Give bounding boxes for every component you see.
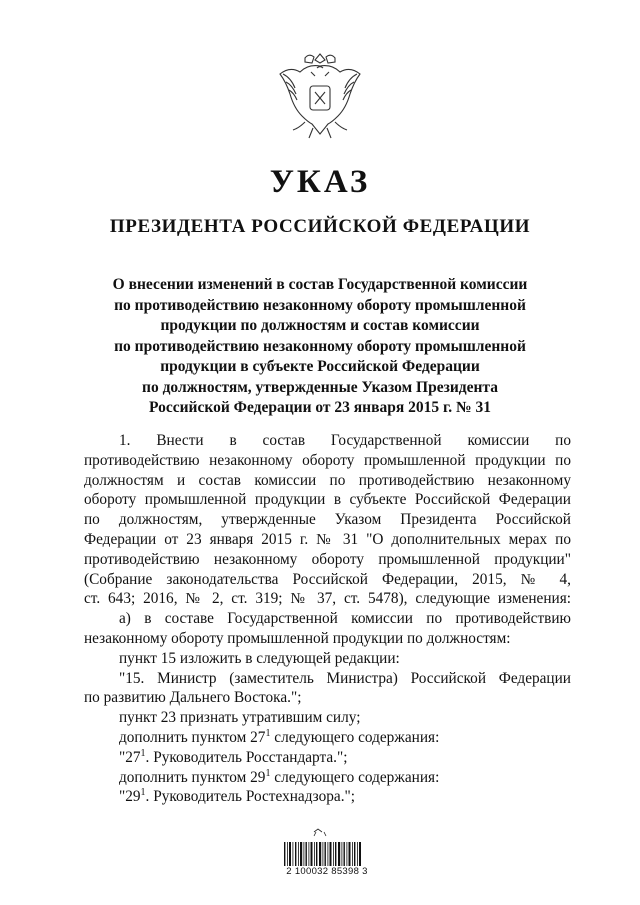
body-line: должностям и состав комиссии по противодействию незаконному xyxy=(84,471,571,489)
body-line: пункт 23 признать утратившим силу; xyxy=(119,709,361,727)
body-line: обороту промышленной продукции в субъекте Российской Федерации xyxy=(84,491,571,509)
heading-line: продукции по должностям и состав комиссии xyxy=(160,317,480,334)
body-line: (Собрание законодательства Российской Федерации, 2015, № 4, xyxy=(84,570,571,588)
document-title: УКАЗ xyxy=(269,164,371,200)
superscript: 1 xyxy=(140,747,146,759)
body-text: "29 xyxy=(119,788,141,806)
body-line xyxy=(84,787,571,807)
body-line xyxy=(84,768,571,788)
body-line xyxy=(84,748,571,768)
body-line xyxy=(84,728,571,748)
heading-line: Российской Федерации от 23 января 2015 г. № 31 xyxy=(149,399,491,416)
superscript: 1 xyxy=(265,767,271,779)
coat-of-arms-emblem xyxy=(275,48,365,144)
body-text: следующего содержания: xyxy=(274,768,440,786)
body-line: "15. Министр (заместитель Министра) Российской Федерации xyxy=(119,669,571,687)
body-line: ст. 643; 2016, № 2, ст. 319; № 37, ст. 5478), следующие изменения: xyxy=(84,590,571,608)
body-line: пункт 15 изложить в следующей редакции: xyxy=(119,649,400,667)
body-line: противодействию незаконному обороту промышленной продукции по xyxy=(84,451,571,469)
superscript: 1 xyxy=(140,787,146,799)
body-line: по развитию Дальнего Востока."; xyxy=(84,689,302,707)
body-text: следующего содержания: xyxy=(274,728,440,746)
heading-line: по противодействию незаконному обороту промышленной xyxy=(114,337,526,355)
barcode-number: 2 100032 85398 3 xyxy=(286,866,368,877)
heading-line: по противодействию незаконному обороту промышленной xyxy=(114,296,526,314)
superscript: 1 xyxy=(265,727,271,739)
heading-line: О внесении изменений в состав Государственной комиссии xyxy=(112,276,528,293)
body-text: . Руководитель Ростехнадзора."; xyxy=(145,788,356,806)
document-subtitle: ПРЕЗИДЕНТА РОССИЙСКОЙ ФЕДЕРАЦИИ xyxy=(109,216,531,237)
barcode-icon xyxy=(278,826,368,888)
heading-line: по должностям, утвержденные Указом Президента xyxy=(142,378,498,396)
body-line: а) в составе Государственной комиссии по противодействию xyxy=(119,610,571,628)
body-line: Федерации от 23 января 2015 г. № 31 "О дополнительных мерах по xyxy=(84,530,571,548)
body-text: дополнить пунктом 27 xyxy=(119,728,266,746)
body-text: . Руководитель Росстандарта."; xyxy=(145,748,348,766)
body-line: 1. Внести в состав Государственной комиссии по xyxy=(119,432,571,449)
document-body xyxy=(84,431,571,807)
body-text: "27 xyxy=(119,748,141,766)
body-text: дополнить пунктом 29 xyxy=(119,768,266,786)
document-heading xyxy=(70,275,570,419)
body-line: противодействию незаконному обороту промышленной продукции" xyxy=(84,550,571,568)
body-line: по должностям, утвержденные Указом Президента Российской xyxy=(84,511,571,529)
body-line: незаконному обороту промышленной продукции по должностям: xyxy=(84,629,511,647)
heading-line: продукции в субъекте Российской Федерации xyxy=(160,358,480,375)
